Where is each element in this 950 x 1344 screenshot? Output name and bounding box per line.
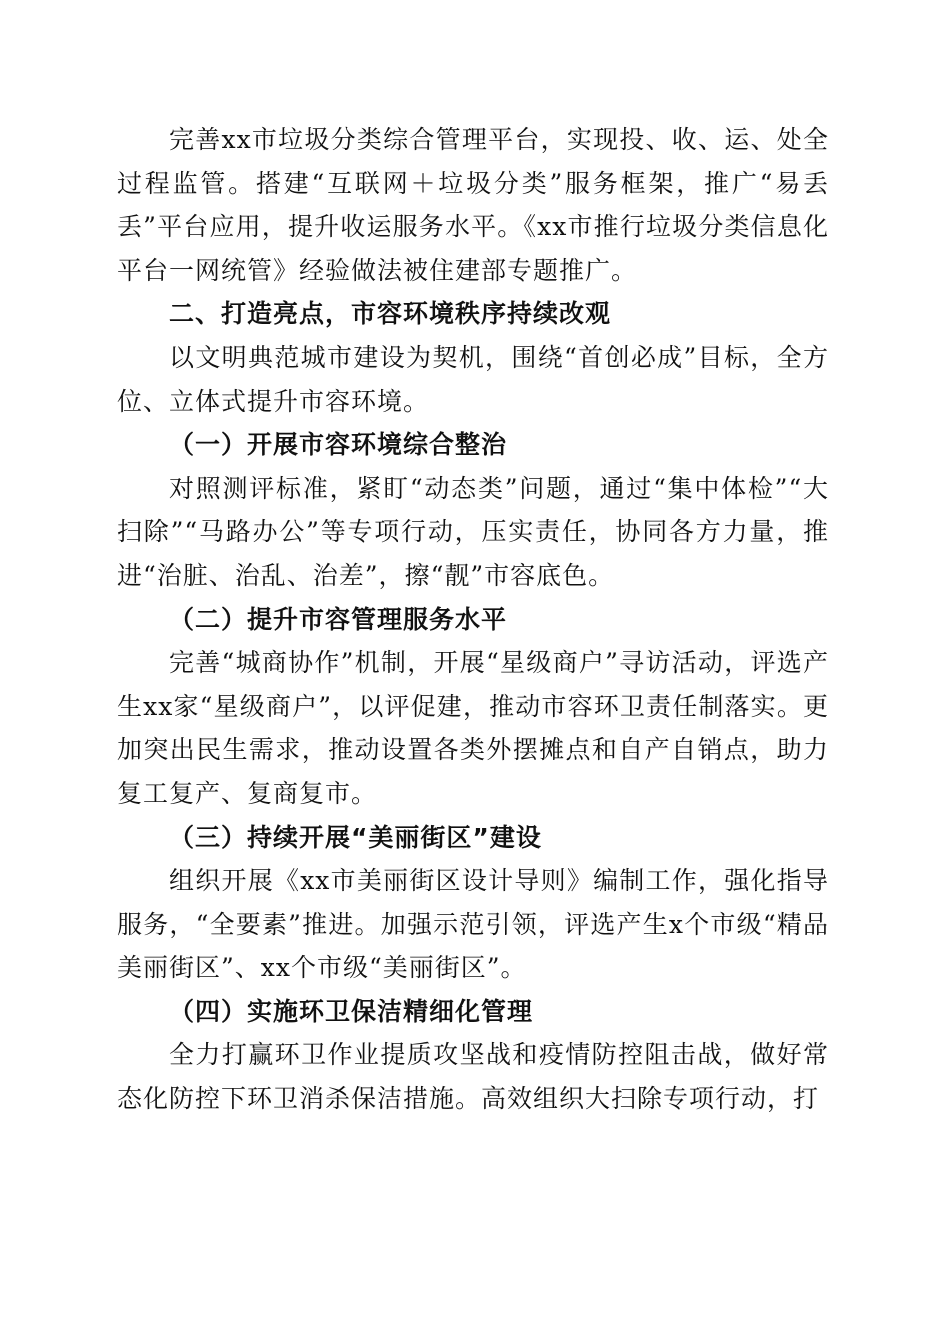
document-body [117, 118, 829, 1121]
subheading-4: （四）实施环卫保洁精细化管理 [169, 996, 534, 1026]
body-paragraph-sub-4: 全力打赢环卫作业提质攻坚战和疫情防控阻击战，做好常态化防控下环卫消杀保洁措施。高效组织大扫除专项行动，打 [117, 1040, 829, 1114]
body-paragraph-garbage-platform: 完善xx市垃圾分类综合管理平台，实现投、收、运、处全过程监管。搭建“互联网＋垃圾分类”服务框架，推广“易丢丢”平台应用，提升收运服务水平。《xx市推行垃圾分类信息化平台一网统管》经验做法被住建部专题推广。 [117, 125, 829, 285]
body-paragraph-sub-3: 组织开展《xx市美丽街区设计导则》编制工作，强化指导服务，“全要素”推进。加强示范引领，评选产生x个市级“精品美丽街区”、xx个市级“美丽街区”。 [117, 866, 829, 983]
subheading-1: （一）开展市容环境综合整治 [169, 430, 508, 460]
section-heading-2: 二、打造亮点，市容环境秩序持续改观 [169, 299, 612, 329]
body-paragraph-sub-1: 对照测评标准，紧盯“动态类”问题，通过“集中体检”“大扫除”“马路办公”等专项行动，压实责任，协同各方力量，推进“治脏、治乱、治差”，擦“靓”市容底色。 [117, 473, 829, 590]
subheading-2: （二）提升市容管理服务水平 [169, 604, 508, 634]
body-paragraph-section-2-intro: 以文明典范城市建设为契机，围绕“首创必成”目标，全方位、立体式提升市容环境。 [117, 342, 829, 416]
subheading-3: （三）持续开展“美丽街区”建设 [169, 822, 542, 852]
body-paragraph-sub-2: 完善“城商协作”机制，开展“星级商户”寻访活动，评选产生xx家“星级商户”，以评促建，推动市容环卫责任制落实。更加突出民生需求，推动设置各类外摆摊点和自产自销点，助力复工复产、复商复市。 [117, 648, 829, 808]
